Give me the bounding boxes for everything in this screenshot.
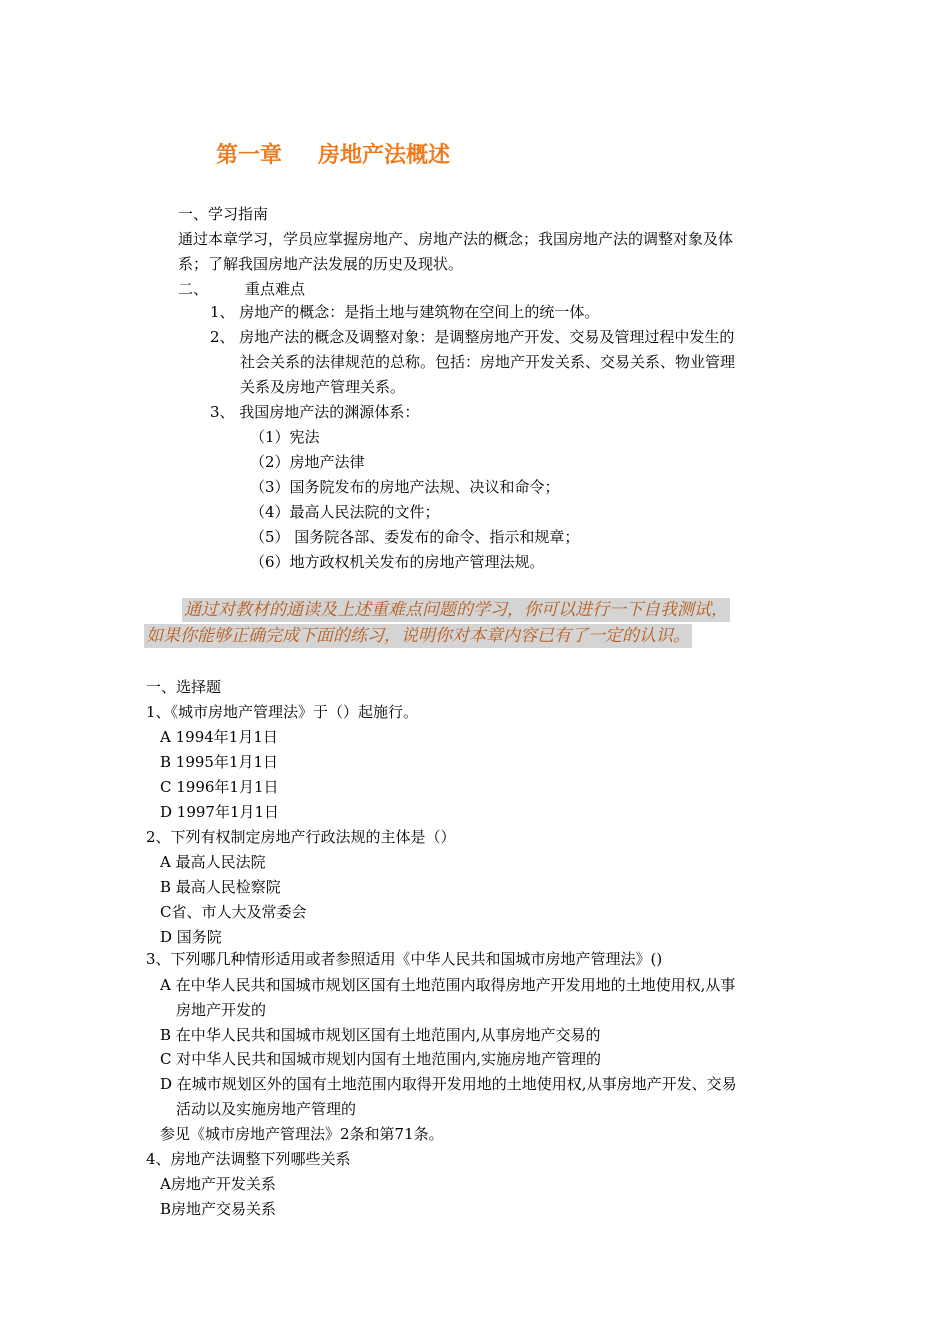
question-3-option-a: A 在中华人民共和国城市规划区国有土地范围内取得房地产开发用地的土地使用权,从事 bbox=[160, 976, 736, 994]
question-1-option: A 1994年1月1日 bbox=[160, 728, 278, 746]
key-point-item: 1、 房地产的概念：是指土地与建筑物在空间上的统一体。 bbox=[210, 303, 600, 321]
key-point-item: 2、 房地产法的概念及调整对象：是调整房地产开发、交易及管理过程中发生的 bbox=[210, 328, 735, 346]
question-3-option-a-continued: 房地产开发的 bbox=[176, 1001, 267, 1019]
source-item: （5） 国务院各部、委发布的命令、指示和规章； bbox=[250, 528, 580, 546]
question-1-option: C 1996年1月1日 bbox=[160, 778, 279, 796]
key-point-item-continued: 社会关系的法律规范的总称。包括：房地产开发关系、交易关系、物业管理 bbox=[240, 353, 736, 371]
guide-line-1: 通过本章学习，学员应掌握房地产、房地产法的概念；我国房地产法的调整对象及体 bbox=[178, 230, 734, 248]
question-3-reference: 参见《城市房地产管理法》2条和第71条。 bbox=[160, 1125, 444, 1143]
question-4-option: A房地产开发关系 bbox=[160, 1175, 276, 1193]
question-1: 1、《城市房地产管理法》于（）起施行。 bbox=[146, 703, 419, 721]
guide-line-2: 系；了解我国房地产法发展的历史及现状。 bbox=[178, 255, 464, 273]
source-item: （1）宪法 bbox=[250, 428, 320, 446]
question-2-option: B 最高人民检察院 bbox=[160, 878, 281, 896]
question-3-option-c: C 对中华人民共和国城市规划内国有土地范围内,实施房地产管理的 bbox=[160, 1050, 602, 1068]
question-3-option-b: B 在中华人民共和国城市规划区国有土地范围内,从事房地产交易的 bbox=[160, 1026, 601, 1044]
question-4-option: B房地产交易关系 bbox=[160, 1200, 277, 1218]
source-item: （4）最高人民法院的文件； bbox=[250, 503, 440, 521]
self-test-notice-line-2: 如果你能够正确完成下面的练习，说明你对本章内容已有了一定的认识。 bbox=[146, 626, 690, 646]
question-2: 2、下列有权制定房地产行政法规的主体是（） bbox=[146, 828, 456, 846]
self-test-notice-line-1: 通过对教材的通读及上述重难点问题的学习，你可以进行一下自我测试， bbox=[184, 600, 728, 620]
key-points-number: 二、 bbox=[178, 280, 209, 298]
key-point-item: 3、 我国房地产法的渊源体系： bbox=[210, 403, 420, 421]
question-4: 4、房地产法调整下列哪些关系 bbox=[146, 1150, 351, 1168]
key-points-heading: 重点难点 bbox=[245, 280, 306, 298]
question-2-option: C省、市人大及常委会 bbox=[160, 903, 307, 921]
chapter-title bbox=[216, 138, 450, 169]
question-1-option: B 1995年1月1日 bbox=[160, 753, 279, 771]
question-2-option: D 国务院 bbox=[160, 928, 222, 946]
question-3: 3、下列哪几种情形适用或者参照适用《中华人民共和国城市房地产管理法》() bbox=[146, 950, 663, 968]
chapter-name: 房地产法概述 bbox=[318, 143, 451, 168]
question-2-option: A 最高人民法院 bbox=[160, 853, 266, 871]
source-item: （6）地方政权机关发布的房地产管理法规。 bbox=[250, 553, 545, 571]
guide-heading: 一、学习指南 bbox=[178, 205, 269, 223]
exercises-heading: 一、选择题 bbox=[146, 678, 222, 696]
key-point-item-continued: 关系及房地产管理关系。 bbox=[240, 378, 406, 396]
source-item: （3）国务院发布的房地产法规、决议和命令； bbox=[250, 478, 560, 496]
chapter-number: 第一章 bbox=[216, 143, 283, 168]
question-1-option: D 1997年1月1日 bbox=[160, 803, 280, 821]
question-3-option-d-continued: 活动以及实施房地产管理的 bbox=[176, 1100, 357, 1118]
source-item: （2）房地产法律 bbox=[250, 453, 365, 471]
question-3-option-d: D 在城市规划区外的国有土地范围内取得开发用地的土地使用权,从事房地产开发、交易 bbox=[160, 1075, 737, 1093]
